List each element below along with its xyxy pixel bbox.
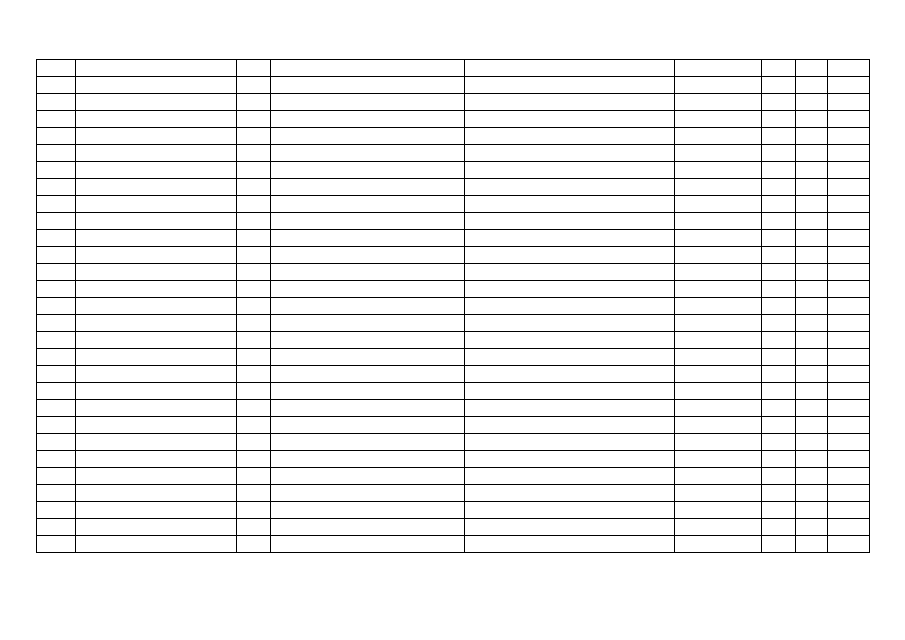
cell-unit: [675, 264, 762, 281]
cell-record-number: [37, 485, 76, 502]
cell-unit: [675, 519, 762, 536]
cell-value: [828, 383, 870, 400]
cell-value: [828, 349, 870, 366]
table-row: [37, 230, 870, 247]
cell-coefficient: [796, 417, 828, 434]
cell-property-type: [76, 315, 237, 332]
cell-property-type: [76, 77, 237, 94]
cell-address: [271, 247, 465, 264]
table-row: [37, 400, 870, 417]
cell-quantity: [762, 349, 796, 366]
cell-unit: [675, 417, 762, 434]
cell-record-number: [37, 230, 76, 247]
cell-unit: [675, 502, 762, 519]
cell-unit: [675, 94, 762, 111]
cell-record-number: [37, 298, 76, 315]
cell-property-type: [76, 400, 237, 417]
table-row: [37, 60, 870, 77]
table-row: [37, 264, 870, 281]
cell-quantity: [762, 502, 796, 519]
cell-record-number: [37, 536, 76, 553]
cell-address: [271, 383, 465, 400]
cell-coefficient: [796, 502, 828, 519]
cell-code: [237, 468, 271, 485]
cell-organization: [465, 468, 675, 485]
cell-code: [237, 213, 271, 230]
cell-quantity: [762, 60, 796, 77]
cell-value: [828, 230, 870, 247]
cell-address: [271, 264, 465, 281]
cell-property-type: [76, 264, 237, 281]
cell-unit: [675, 179, 762, 196]
cell-property-type: [76, 230, 237, 247]
cell-address: [271, 213, 465, 230]
cell-code: [237, 128, 271, 145]
cell-record-number: [37, 332, 76, 349]
cell-organization: [465, 315, 675, 332]
cell-value: [828, 128, 870, 145]
table-row: [37, 332, 870, 349]
cell-organization: [465, 94, 675, 111]
register-table: [36, 59, 870, 553]
cell-unit: [675, 298, 762, 315]
cell-unit: [675, 281, 762, 298]
table-row: [37, 434, 870, 451]
cell-code: [237, 196, 271, 213]
cell-address: [271, 281, 465, 298]
cell-quantity: [762, 315, 796, 332]
cell-unit: [675, 383, 762, 400]
table-row: [37, 451, 870, 468]
cell-coefficient: [796, 400, 828, 417]
table-row: [37, 349, 870, 366]
cell-organization: [465, 349, 675, 366]
cell-address: [271, 332, 465, 349]
cell-quantity: [762, 281, 796, 298]
cell-code: [237, 383, 271, 400]
cell-address: [271, 128, 465, 145]
cell-coefficient: [796, 247, 828, 264]
cell-unit: [675, 77, 762, 94]
cell-unit: [675, 332, 762, 349]
cell-record-number: [37, 162, 76, 179]
table-row: [37, 196, 870, 213]
cell-organization: [465, 434, 675, 451]
cell-record-number: [37, 264, 76, 281]
table-row: [37, 366, 870, 383]
cell-unit: [675, 162, 762, 179]
cell-organization: [465, 196, 675, 213]
cell-quantity: [762, 332, 796, 349]
cell-address: [271, 536, 465, 553]
cell-organization: [465, 162, 675, 179]
cell-unit: [675, 434, 762, 451]
cell-record-number: [37, 111, 76, 128]
cell-code: [237, 281, 271, 298]
cell-address: [271, 366, 465, 383]
cell-record-number: [37, 128, 76, 145]
cell-record-number: [37, 94, 76, 111]
cell-quantity: [762, 434, 796, 451]
cell-value: [828, 111, 870, 128]
cell-record-number: [37, 145, 76, 162]
cell-organization: [465, 128, 675, 145]
cell-coefficient: [796, 519, 828, 536]
cell-organization: [465, 298, 675, 315]
cell-address: [271, 485, 465, 502]
cell-organization: [465, 77, 675, 94]
cell-address: [271, 111, 465, 128]
cell-record-number: [37, 349, 76, 366]
cell-record-number: [37, 60, 76, 77]
cell-coefficient: [796, 366, 828, 383]
cell-property-type: [76, 485, 237, 502]
cell-organization: [465, 264, 675, 281]
cell-property-type: [76, 519, 237, 536]
cell-coefficient: [796, 383, 828, 400]
cell-code: [237, 247, 271, 264]
cell-code: [237, 60, 271, 77]
cell-coefficient: [796, 451, 828, 468]
cell-address: [271, 230, 465, 247]
table-row: [37, 77, 870, 94]
cell-unit: [675, 536, 762, 553]
cell-coefficient: [796, 77, 828, 94]
cell-record-number: [37, 77, 76, 94]
cell-quantity: [762, 400, 796, 417]
cell-code: [237, 451, 271, 468]
table-row: [37, 162, 870, 179]
cell-property-type: [76, 179, 237, 196]
cell-code: [237, 298, 271, 315]
table-row: [37, 468, 870, 485]
cell-quantity: [762, 162, 796, 179]
cell-property-type: [76, 417, 237, 434]
cell-property-type: [76, 451, 237, 468]
table-body: [37, 60, 870, 553]
cell-quantity: [762, 247, 796, 264]
cell-quantity: [762, 145, 796, 162]
table-row: [37, 145, 870, 162]
cell-quantity: [762, 366, 796, 383]
cell-unit: [675, 213, 762, 230]
cell-value: [828, 247, 870, 264]
cell-record-number: [37, 315, 76, 332]
cell-organization: [465, 383, 675, 400]
cell-unit: [675, 349, 762, 366]
cell-code: [237, 519, 271, 536]
table-row: [37, 94, 870, 111]
cell-value: [828, 485, 870, 502]
cell-coefficient: [796, 468, 828, 485]
cell-code: [237, 536, 271, 553]
cell-unit: [675, 468, 762, 485]
cell-value: [828, 502, 870, 519]
cell-code: [237, 349, 271, 366]
cell-address: [271, 77, 465, 94]
cell-code: [237, 332, 271, 349]
cell-address: [271, 451, 465, 468]
cell-organization: [465, 366, 675, 383]
cell-property-type: [76, 502, 237, 519]
cell-organization: [465, 111, 675, 128]
cell-value: [828, 213, 870, 230]
cell-organization: [465, 451, 675, 468]
cell-code: [237, 145, 271, 162]
cell-organization: [465, 60, 675, 77]
cell-record-number: [37, 179, 76, 196]
cell-property-type: [76, 434, 237, 451]
cell-property-type: [76, 94, 237, 111]
table-row: [37, 247, 870, 264]
cell-organization: [465, 332, 675, 349]
cell-coefficient: [796, 213, 828, 230]
cell-unit: [675, 247, 762, 264]
cell-value: [828, 281, 870, 298]
table-row: [37, 536, 870, 553]
cell-address: [271, 60, 465, 77]
cell-quantity: [762, 468, 796, 485]
cell-coefficient: [796, 536, 828, 553]
cell-quantity: [762, 230, 796, 247]
cell-unit: [675, 60, 762, 77]
cell-quantity: [762, 196, 796, 213]
cell-property-type: [76, 213, 237, 230]
cell-property-type: [76, 468, 237, 485]
cell-value: [828, 315, 870, 332]
cell-coefficient: [796, 111, 828, 128]
cell-coefficient: [796, 145, 828, 162]
cell-address: [271, 519, 465, 536]
cell-quantity: [762, 536, 796, 553]
register-sheet: [36, 59, 869, 528]
cell-record-number: [37, 281, 76, 298]
cell-code: [237, 94, 271, 111]
cell-value: [828, 332, 870, 349]
cell-unit: [675, 451, 762, 468]
cell-organization: [465, 519, 675, 536]
cell-address: [271, 468, 465, 485]
cell-unit: [675, 196, 762, 213]
cell-address: [271, 145, 465, 162]
cell-value: [828, 366, 870, 383]
cell-code: [237, 162, 271, 179]
cell-coefficient: [796, 162, 828, 179]
table-row: [37, 298, 870, 315]
table-row: [37, 281, 870, 298]
cell-address: [271, 417, 465, 434]
cell-code: [237, 400, 271, 417]
table-row: [37, 315, 870, 332]
cell-record-number: [37, 519, 76, 536]
cell-record-number: [37, 400, 76, 417]
cell-code: [237, 485, 271, 502]
cell-value: [828, 264, 870, 281]
cell-unit: [675, 230, 762, 247]
cell-address: [271, 349, 465, 366]
cell-quantity: [762, 264, 796, 281]
cell-value: [828, 434, 870, 451]
cell-address: [271, 94, 465, 111]
cell-record-number: [37, 366, 76, 383]
table-row: [37, 179, 870, 196]
cell-code: [237, 417, 271, 434]
cell-value: [828, 417, 870, 434]
cell-record-number: [37, 468, 76, 485]
cell-property-type: [76, 349, 237, 366]
cell-code: [237, 179, 271, 196]
cell-value: [828, 196, 870, 213]
cell-code: [237, 264, 271, 281]
cell-quantity: [762, 213, 796, 230]
cell-property-type: [76, 128, 237, 145]
cell-coefficient: [796, 332, 828, 349]
cell-unit: [675, 145, 762, 162]
cell-value: [828, 298, 870, 315]
cell-organization: [465, 145, 675, 162]
cell-organization: [465, 536, 675, 553]
cell-unit: [675, 366, 762, 383]
cell-coefficient: [796, 298, 828, 315]
cell-coefficient: [796, 179, 828, 196]
cell-value: [828, 536, 870, 553]
cell-quantity: [762, 179, 796, 196]
cell-property-type: [76, 281, 237, 298]
cell-unit: [675, 128, 762, 145]
cell-coefficient: [796, 128, 828, 145]
table-row: [37, 519, 870, 536]
cell-value: [828, 179, 870, 196]
cell-property-type: [76, 196, 237, 213]
cell-property-type: [76, 247, 237, 264]
cell-coefficient: [796, 60, 828, 77]
table-row: [37, 417, 870, 434]
cell-property-type: [76, 298, 237, 315]
cell-address: [271, 298, 465, 315]
cell-code: [237, 77, 271, 94]
cell-property-type: [76, 536, 237, 553]
cell-quantity: [762, 94, 796, 111]
cell-coefficient: [796, 196, 828, 213]
cell-property-type: [76, 162, 237, 179]
cell-organization: [465, 417, 675, 434]
cell-quantity: [762, 451, 796, 468]
cell-unit: [675, 315, 762, 332]
cell-record-number: [37, 383, 76, 400]
cell-code: [237, 315, 271, 332]
cell-property-type: [76, 383, 237, 400]
cell-organization: [465, 179, 675, 196]
cell-quantity: [762, 128, 796, 145]
cell-record-number: [37, 417, 76, 434]
cell-coefficient: [796, 264, 828, 281]
cell-address: [271, 162, 465, 179]
cell-value: [828, 94, 870, 111]
table-row: [37, 383, 870, 400]
cell-unit: [675, 485, 762, 502]
table-row: [37, 128, 870, 145]
cell-unit: [675, 400, 762, 417]
cell-property-type: [76, 145, 237, 162]
cell-address: [271, 434, 465, 451]
cell-organization: [465, 213, 675, 230]
cell-organization: [465, 230, 675, 247]
cell-code: [237, 366, 271, 383]
cell-organization: [465, 400, 675, 417]
cell-record-number: [37, 196, 76, 213]
cell-record-number: [37, 434, 76, 451]
table-row: [37, 111, 870, 128]
cell-coefficient: [796, 315, 828, 332]
table-row: [37, 502, 870, 519]
cell-record-number: [37, 213, 76, 230]
cell-coefficient: [796, 434, 828, 451]
cell-quantity: [762, 519, 796, 536]
cell-address: [271, 196, 465, 213]
cell-property-type: [76, 332, 237, 349]
cell-quantity: [762, 77, 796, 94]
cell-coefficient: [796, 349, 828, 366]
cell-unit: [675, 111, 762, 128]
cell-address: [271, 400, 465, 417]
cell-organization: [465, 247, 675, 264]
cell-quantity: [762, 111, 796, 128]
cell-address: [271, 315, 465, 332]
cell-coefficient: [796, 485, 828, 502]
table-row: [37, 485, 870, 502]
cell-value: [828, 162, 870, 179]
cell-code: [237, 111, 271, 128]
cell-code: [237, 502, 271, 519]
cell-coefficient: [796, 281, 828, 298]
cell-coefficient: [796, 94, 828, 111]
cell-value: [828, 468, 870, 485]
cell-organization: [465, 281, 675, 298]
cell-organization: [465, 502, 675, 519]
cell-property-type: [76, 111, 237, 128]
cell-address: [271, 502, 465, 519]
cell-record-number: [37, 502, 76, 519]
cell-value: [828, 60, 870, 77]
cell-code: [237, 434, 271, 451]
table-row: [37, 213, 870, 230]
cell-value: [828, 77, 870, 94]
cell-coefficient: [796, 230, 828, 247]
cell-property-type: [76, 366, 237, 383]
cell-record-number: [37, 451, 76, 468]
cell-property-type: [76, 60, 237, 77]
cell-organization: [465, 485, 675, 502]
cell-value: [828, 145, 870, 162]
cell-quantity: [762, 485, 796, 502]
cell-quantity: [762, 298, 796, 315]
cell-value: [828, 519, 870, 536]
cell-value: [828, 451, 870, 468]
cell-quantity: [762, 417, 796, 434]
cell-quantity: [762, 383, 796, 400]
cell-value: [828, 400, 870, 417]
cell-address: [271, 179, 465, 196]
cell-record-number: [37, 247, 76, 264]
cell-code: [237, 230, 271, 247]
